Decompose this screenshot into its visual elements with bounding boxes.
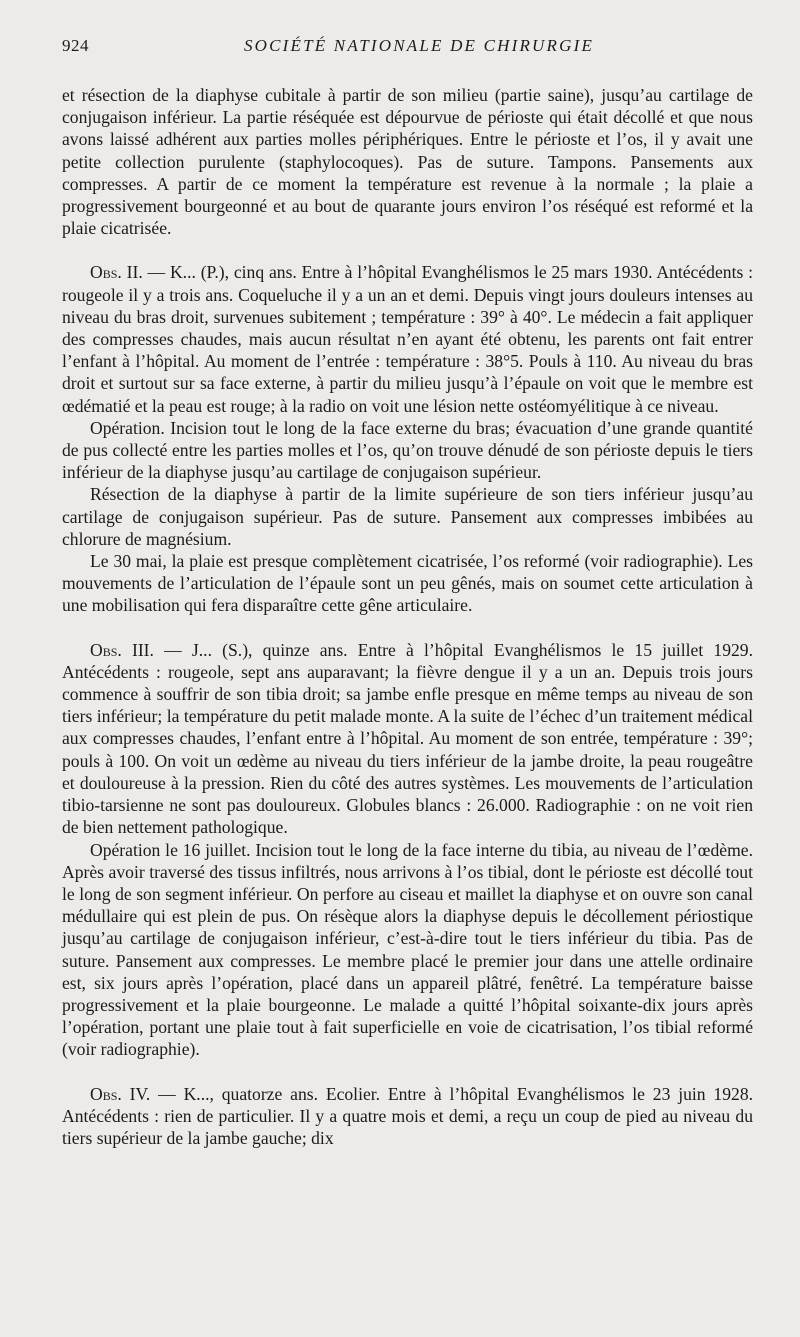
observation-label: Obs. II. bbox=[90, 262, 143, 283]
paragraph-text: Le 30 mai, la plaie est presque complètement cicatrisée, l’os reformé (voir radiographie). Les mouvements de l’articulation de l’épaule sont un peu gênés, mais on soumet cette articulation à une mobilisation qui fera disparaître cette gêne articulaire. bbox=[62, 551, 753, 616]
paragraph-text: — J... (S.), quinze ans. Entre à l’hôpital Evanghélismos le 15 juillet 1929. Antécédents : rougeole, sept ans auparavant; la fièvre dengue il y a un an. Depuis trois jours commence à souffrir de son tibia droit; sa jambe enfle presque en même temps au niveau de son tiers inférieur; la température du petit malade monte. A la suite de l’échec d’un traitement médical aux compresses chaudes, l’enfant entre à l’hôpital. Au moment de son entrée, température : 39°; pouls à 100. On voit un œdème au niveau du tiers inférieur de la jambe droite, la peau rougeâtre et douloureuse à la pression. Rien du côté des autres systèmes. Les mouvements de l’articulation tibio-tarsienne ne sont pas douloureux. Globules blancs : 26.000. Radiographie : on ne voit rien de bien nettement pathologique. bbox=[62, 639, 754, 838]
running-title: SOCIÉTÉ NATIONALE DE CHIRURGIE bbox=[243, 36, 595, 55]
observation-label: Obs. III. bbox=[90, 639, 154, 660]
paragraph-gap bbox=[62, 239, 753, 261]
paragraph-text: Opération le 16 juillet. Incision tout le long de la face interne du tibia, au niveau de l’œdème. Après avoir traversé des tissus infiltrés, nous arrivons à l’os tibial, dont le périoste est décollé tout le long de son segment inférieur. On perfore au ciseau et maillet la diaphyse et on ouvre son canal médullaire qui est plein de pus. On résèque alors la diaphyse depuis le décollement périostique jusqu’au cartilage de conjugaison inférieur, c’est-à-dire tout le tiers inférieur du tibia. Pas de suture. Pansement aux compresses. Le membre placé le premier jour dans une attelle ordinaire est, six jours après l’opération, placé dans un appareil plâtré, fenêtré. La température baisse progressivement et la plaie bourgeonne. Le malade a quitté l’hôpital soixante-dix jours après l’opération, portant une plaie tout à fait superficielle en voie de cicatrisation, l’os tibial reformé (voir radiographie). bbox=[62, 839, 753, 1060]
paragraph-outcome-ii bbox=[62, 550, 753, 617]
paragraph-operation-ii bbox=[62, 417, 753, 484]
paragraph-text: Résection de la diaphyse à partir de la limite supérieure de son tiers inférieur jusqu’au cartilage de conjugaison supérieur. Pas de suture. Pansement aux compresses imbibées au chlorure de magnésium. bbox=[62, 484, 753, 549]
observation-iii bbox=[62, 639, 753, 839]
article-body bbox=[62, 84, 753, 1149]
page-header bbox=[62, 36, 752, 62]
paragraph-text: — K..., quatorze ans. Ecolier. Entre à l’hôpital Evanghélismos le 23 juin 1928. Antécédents : rien de particulier. Il y a quatre mois et demi, a reçu un coup de pied au niveau du tiers supérieur de la jambe gauche; dix bbox=[62, 1083, 754, 1148]
page-number: 924 bbox=[62, 36, 89, 55]
paragraph-resection-continuation bbox=[62, 84, 753, 239]
paragraph-resection-ii bbox=[62, 483, 753, 550]
paragraph-text: — K... (P.), cinq ans. Entre à l’hôpital Evanghélismos le 25 mars 1930. Antécédents : rougeole il y a trois ans. Coqueluche il y a un an et demi. Depuis vingt jours douleurs intenses au niveau du bras droit, survenues subitement ; température : 39° à 40°. Le médecin a fait appliquer des compresses chaudes, mais aucun résultat n’en ayant été obtenu, les parents ont fait entrer l’enfant à l’hôpital. Au moment de l’entrée : température : 38°5. Pouls à 110. Au niveau du bras droit et surtout sur sa face externe, à partir du milieu jusqu’à l’épaule on voit que le membre est œdématié et la peau est rouge; à la radio on voit une lésion nette ostéomyélitique à ce niveau. bbox=[62, 262, 754, 416]
paragraph-gap bbox=[62, 617, 753, 639]
paragraph-operation-iii bbox=[62, 839, 753, 1061]
observation-label: Obs. IV. bbox=[90, 1083, 151, 1104]
paragraph-text: et résection de la diaphyse cubitale à partir de son milieu (partie saine), jusqu’au cartilage de conjugaison inférieur. La partie réséquée est dépourvue de périoste qui était décollé et que nous avons laissé adhérent aux parties molles périphériques. Entre le périoste et l’os, il y avait une petite collection purulente (staphylocoques). Pas de suture. Tampons. Pansements aux compresses. A partir de ce moment la température est revenue à la normale ; la plaie a progressivement bourgeonné et au bout de quarante jours environ l’os réséqué est reformé et la plaie cicatrisée. bbox=[62, 85, 753, 239]
paragraph-gap bbox=[62, 1061, 753, 1083]
paragraph-text: Opération. Incision tout le long de la face externe du bras; évacuation d’une grande quantité de pus collecté entre les parties molles et l’os, qu’on trouve dénudé de son périoste depuis le tiers inférieur de la diaphyse jusqu’au cartilage de conjugaison supérieur. bbox=[62, 417, 753, 483]
observation-ii bbox=[62, 261, 753, 416]
observation-iv bbox=[62, 1083, 753, 1150]
